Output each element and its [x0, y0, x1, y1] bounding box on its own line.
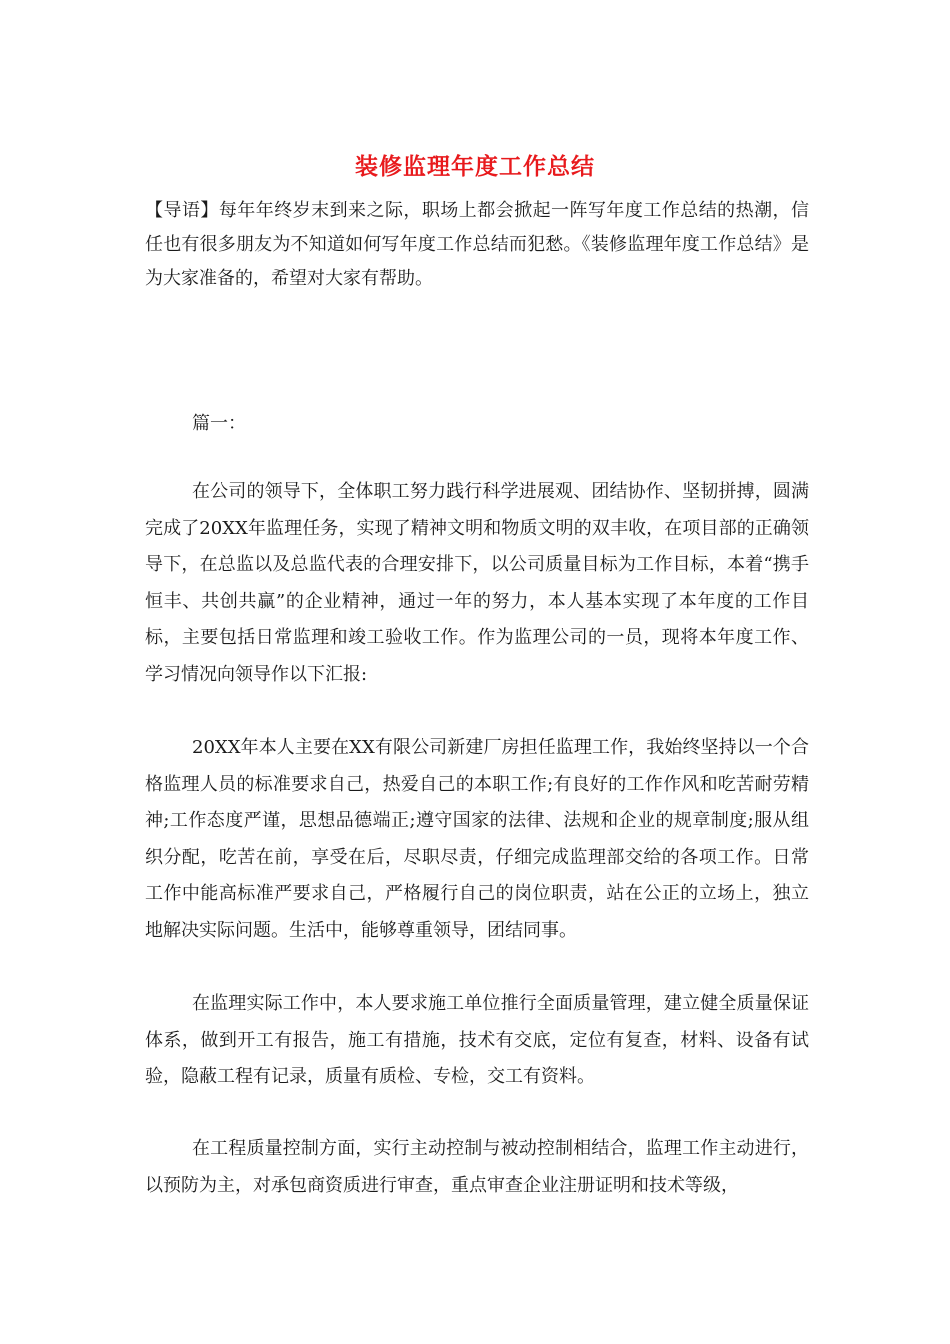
body-paragraph: 在工程质量控制方面，实行主动控制与被动控制相结合，监理工作主动进行，以预防为主，对承包商资质进行审查，重点审查企业注册证明和技术等级， — [145, 1138, 809, 1196]
body-paragraph: 在公司的领导下，全体职工努力践行科学进展观、团结协作、坚韧拼搏，圆满完成了20XX年监理任务，实现了精神文明和物质文明的双丰收，在项目部的正确领导下，在总监以及总监代表的合理安排下，以公司质量目标为工作目标，本着“携手恒丰、共创共赢”的企业精神，通过一年的努力，本人基本实现了本年度的工作目标，主要包括日常监理和竣工验收工作。作为监理公司的一员，现将本年度工作、学习情况向领导作以下汇报: — [145, 481, 809, 685]
body-paragraph: 在监理实际工作中，本人要求施工单位推行全面质量管理，建立健全质量保证体系，做到开工有报告，施工有措施，技术有交底，定位有复查，材料、设备有试验，隐蔽工程有记录，质量有质检、专检，交工有资料。 — [145, 993, 809, 1087]
section-label: 篇一： — [192, 413, 246, 434]
body-paragraph: 20XX年本人主要在XX有限公司新建厂房担任监理工作，我始终坚持以一个合格监理人员的标准要求自己，热爱自己的本职工作;有良好的工作作风和吃苦耐劳精神;工作态度严谨，思想品德端正;遵守国家的法律、法规和企业的规章制度;服从组织分配，吃苦在前，享受在后，尽职尽责，仔细完成监理部交给的各项工作。日常工作中能高标准严要求自己，严格履行自己的岗位职责，站在公正的立场上，独立地解决实际问题。生活中，能够尊重领导，团结同事。 — [145, 737, 809, 941]
document-title: 装修监理年度工作总结 — [355, 153, 595, 180]
intro-paragraph: 【导语】每年年终岁末到来之际，职场上都会掀起一阵写年度工作总结的热潮，信任也有很多朋友为不知道如何写年度工作总结而犯愁。《装修监理年度工作总结》是为大家准备的，希望对大家有帮助。 — [145, 200, 809, 289]
